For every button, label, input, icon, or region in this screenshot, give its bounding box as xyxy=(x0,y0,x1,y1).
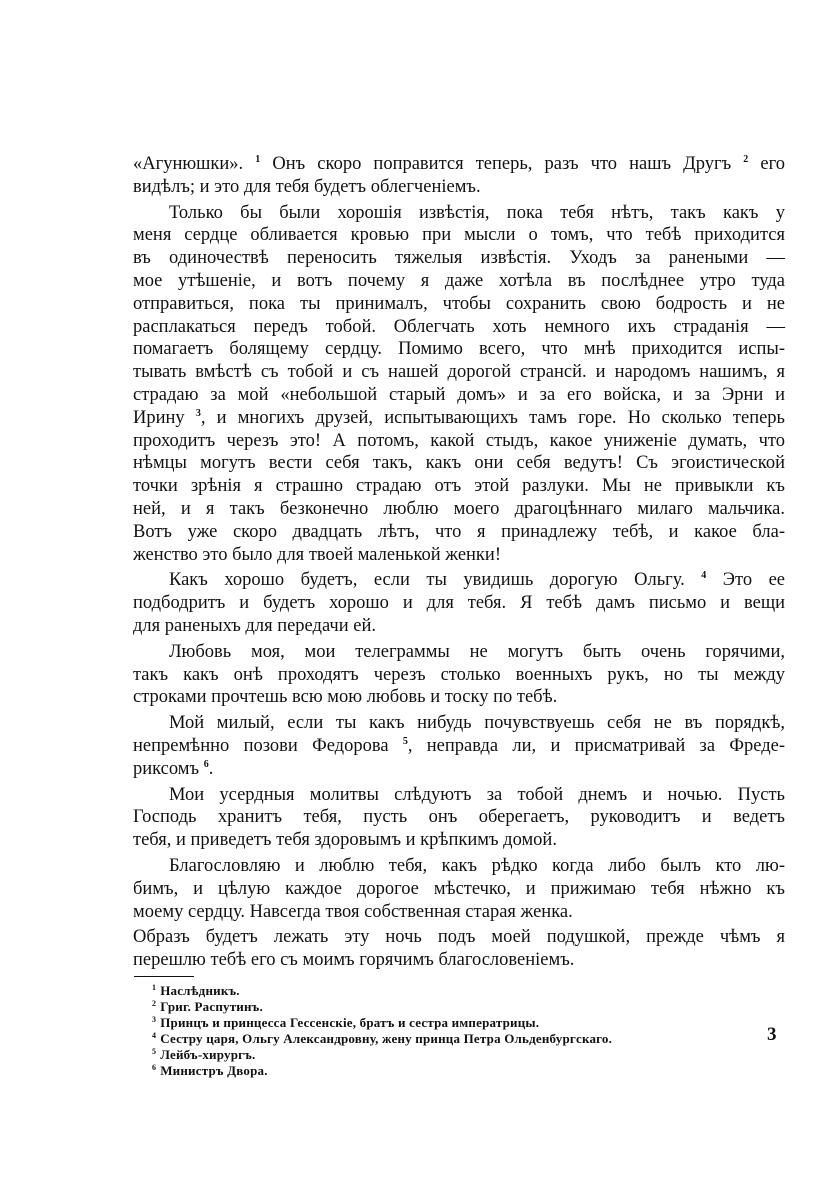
text-segment: Только бы были хорошія извѣстія, пока тебя нѣтъ, такъ какъ у xyxy=(169,202,785,223)
footnote-text: Министръ Двора. xyxy=(160,1062,268,1078)
text-segment: тывать вмѣстѣ съ тобой и съ нашей дорогой странсй. и народомъ нашимъ, я xyxy=(133,362,785,383)
text-line xyxy=(133,641,785,664)
footnote-text: Принцъ и принцесса Гессенскіе, братъ и сестра императрицы. xyxy=(160,1014,540,1030)
text-line xyxy=(133,569,785,592)
text-line xyxy=(133,475,785,498)
text-segment: страдаю за мой «небольшой старый домъ» и за его войска, и за Эрни и xyxy=(133,384,785,405)
text-segment: для раненыхъ для передачи ей. xyxy=(133,615,376,636)
footnote-text: Лейбъ-хирургъ. xyxy=(160,1046,256,1062)
text-segment: Любовь моя, мои телеграммы не могутъ быть очень горячими, xyxy=(169,641,785,662)
text-segment: точки зрѣнія я страшно страдаю отъ этой разлуки. Мы не привыкли къ xyxy=(133,476,785,497)
text-line xyxy=(133,615,785,638)
footnote-ref: 1 xyxy=(255,154,261,165)
text-line xyxy=(133,784,785,807)
text-segment: его xyxy=(748,154,785,174)
text-line xyxy=(133,361,785,384)
text-line xyxy=(133,712,785,735)
text-line xyxy=(133,926,785,949)
text-segment: бимъ, и цѣлую каждое дорогое мѣстечко, и прижимаю тебя нѣжно къ xyxy=(133,878,785,899)
text-line xyxy=(133,338,785,361)
text-line xyxy=(133,293,785,316)
text-segment: «Агунюшки». xyxy=(133,154,256,174)
text-line xyxy=(133,686,785,709)
text-line xyxy=(133,901,785,924)
text-segment: отправиться, пока ты принималъ, чтобы сохранить свою бодрость и не xyxy=(133,293,785,314)
text-line xyxy=(133,758,785,781)
text-line xyxy=(133,224,785,247)
footnote-text: Григ. Распутинъ. xyxy=(160,998,263,1014)
text-line xyxy=(133,521,785,544)
text-line xyxy=(133,664,785,687)
text-line xyxy=(133,735,785,758)
footnote-text: Наслѣдникъ. xyxy=(160,982,240,998)
text-line xyxy=(133,878,785,901)
text-line xyxy=(133,592,785,615)
text-segment: перешлю тебѣ его съ моимъ горячимъ благословеніемъ. xyxy=(133,950,575,971)
footnote xyxy=(152,1063,785,1079)
text-segment: непремѣнно позови Федорова xyxy=(133,735,403,756)
body-text xyxy=(133,153,785,972)
text-segment: Благословляю и люблю тебя, какъ рѣдко когда либо былъ кто лю- xyxy=(169,855,785,876)
paragraph xyxy=(133,712,785,780)
footnote-number: 3 xyxy=(152,1014,157,1024)
text-segment: нѣмцы могутъ вести себя такъ, какъ они себя ведутъ! Съ эгоистической xyxy=(133,453,785,474)
text-line xyxy=(133,806,785,829)
footnote xyxy=(152,1031,785,1047)
paragraph xyxy=(133,784,785,852)
text-line xyxy=(133,829,785,852)
text-segment: строками прочтешь всю мою любовь и тоску по тебѣ. xyxy=(133,687,558,708)
text-line xyxy=(133,153,785,176)
footnote xyxy=(152,1047,785,1063)
paragraph xyxy=(133,926,785,972)
text-line xyxy=(133,452,785,475)
footnote-number: 5 xyxy=(152,1046,157,1056)
text-line xyxy=(133,384,785,407)
text-segment: Какъ хорошо будетъ, если ты увидишь дорогую Ольгу. xyxy=(169,570,702,591)
footnote-ref: 6 xyxy=(203,758,209,770)
text-segment: женство это было для твоей маленькой женки! xyxy=(133,544,501,565)
text-line xyxy=(133,430,785,453)
text-segment: Мой милый, если ты какъ нибудь почувствуешь себя не въ порядкѣ, xyxy=(169,713,785,734)
text-line xyxy=(133,316,785,339)
text-line xyxy=(133,498,785,521)
text-line xyxy=(133,407,785,430)
text-segment: помагаетъ болящему сердцу. Помимо всего, что мнѣ приходится испы- xyxy=(133,339,785,360)
footnote-ref: 5 xyxy=(402,735,408,747)
text-segment: меня сердце обливается кровью при мысли о томъ, что тебѣ приходится xyxy=(133,225,785,246)
footnote-number: 1 xyxy=(152,982,157,992)
text-line xyxy=(133,949,785,972)
text-segment: Онъ скоро поправится теперь, разъ что нашъ Другъ xyxy=(260,154,744,174)
text-segment: тебя, и приведетъ тебя здоровымъ и крѣпкимъ домой. xyxy=(133,830,557,851)
text-segment: Ирину xyxy=(133,407,196,428)
footnote-number: 4 xyxy=(152,1030,157,1040)
paragraph xyxy=(133,641,785,709)
text-segment: . xyxy=(208,758,214,779)
text-segment: , неправда ли, и присматривай за Фреде- xyxy=(407,735,785,756)
text-segment: расплакаться передъ тобой. Облегчать хоть немного ихъ страданія — xyxy=(133,316,785,337)
paragraph xyxy=(133,202,785,567)
text-segment: Господь хранитъ тебя, пусть онъ оберегаетъ, руководитъ и ведетъ xyxy=(133,807,785,828)
footnotes xyxy=(152,983,785,1079)
page-number: 3 xyxy=(767,1024,777,1045)
footnote xyxy=(152,983,785,999)
text-segment: въ одиночествѣ переносить тяжелыя извѣстія. Уходъ за ранеными — xyxy=(133,248,785,269)
text-line xyxy=(133,544,785,567)
text-segment: Это ее xyxy=(706,570,786,591)
footnote-ref: 4 xyxy=(701,570,707,582)
text-segment: риксомъ xyxy=(133,758,204,779)
footnote-ref: 2 xyxy=(743,154,749,165)
footnote-divider xyxy=(134,976,194,977)
text-line xyxy=(133,270,785,293)
text-segment: видѣлъ; и это для тебя будетъ облегченіемъ. xyxy=(133,176,481,197)
footnote-number: 2 xyxy=(152,998,157,1008)
text-segment: , и многихъ друзей, испытывающихъ тамъ горе. Но сколько теперь xyxy=(200,407,785,428)
text-segment: Мои усердныя молитвы слѣдуютъ за тобой днемъ и ночью. Пусть xyxy=(169,784,785,805)
text-segment: ней, и я такъ безконечно люблю моего драгоцѣннаго милаго мальчика. xyxy=(133,498,785,519)
page-content xyxy=(133,153,785,1079)
footnote-ref: 3 xyxy=(195,407,201,419)
text-segment: подбодритъ и будетъ хорошо и для тебя. Я тебѣ дамъ письмо и вещи xyxy=(133,593,785,614)
text-line xyxy=(133,855,785,878)
text-line xyxy=(133,176,785,199)
text-segment: Вотъ уже скоро двадцать лѣтъ, что я принадлежу тебѣ, и какое бла- xyxy=(133,521,785,542)
text-line xyxy=(133,247,785,270)
text-segment: такъ какъ онѣ проходятъ черезъ столько военныхъ рукъ, но ты между xyxy=(133,664,785,685)
text-segment: Образъ будетъ лежать эту ночь подъ моей подушкой, прежде чѣмъ я xyxy=(133,927,785,948)
footnote-text: Сестру царя, Ольгу Александровну, жену принца Петра Ольденбургскаго. xyxy=(160,1030,613,1046)
paragraph xyxy=(133,569,785,637)
text-segment: проходитъ черезъ это! А потомъ, какой стыдъ, какое униженіе думать, что xyxy=(133,430,785,451)
footnote xyxy=(152,999,785,1015)
paragraph xyxy=(133,153,785,199)
text-segment: моему сердцу. Навсегда твоя собственная старая женка. xyxy=(133,901,573,922)
footnote xyxy=(152,1015,785,1031)
text-segment: мое утѣшеніе, и вотъ почему я даже хотѣла въ послѣднее утро туда xyxy=(133,270,785,291)
text-line xyxy=(133,202,785,225)
footnote-number: 6 xyxy=(152,1062,157,1072)
paragraph xyxy=(133,855,785,923)
